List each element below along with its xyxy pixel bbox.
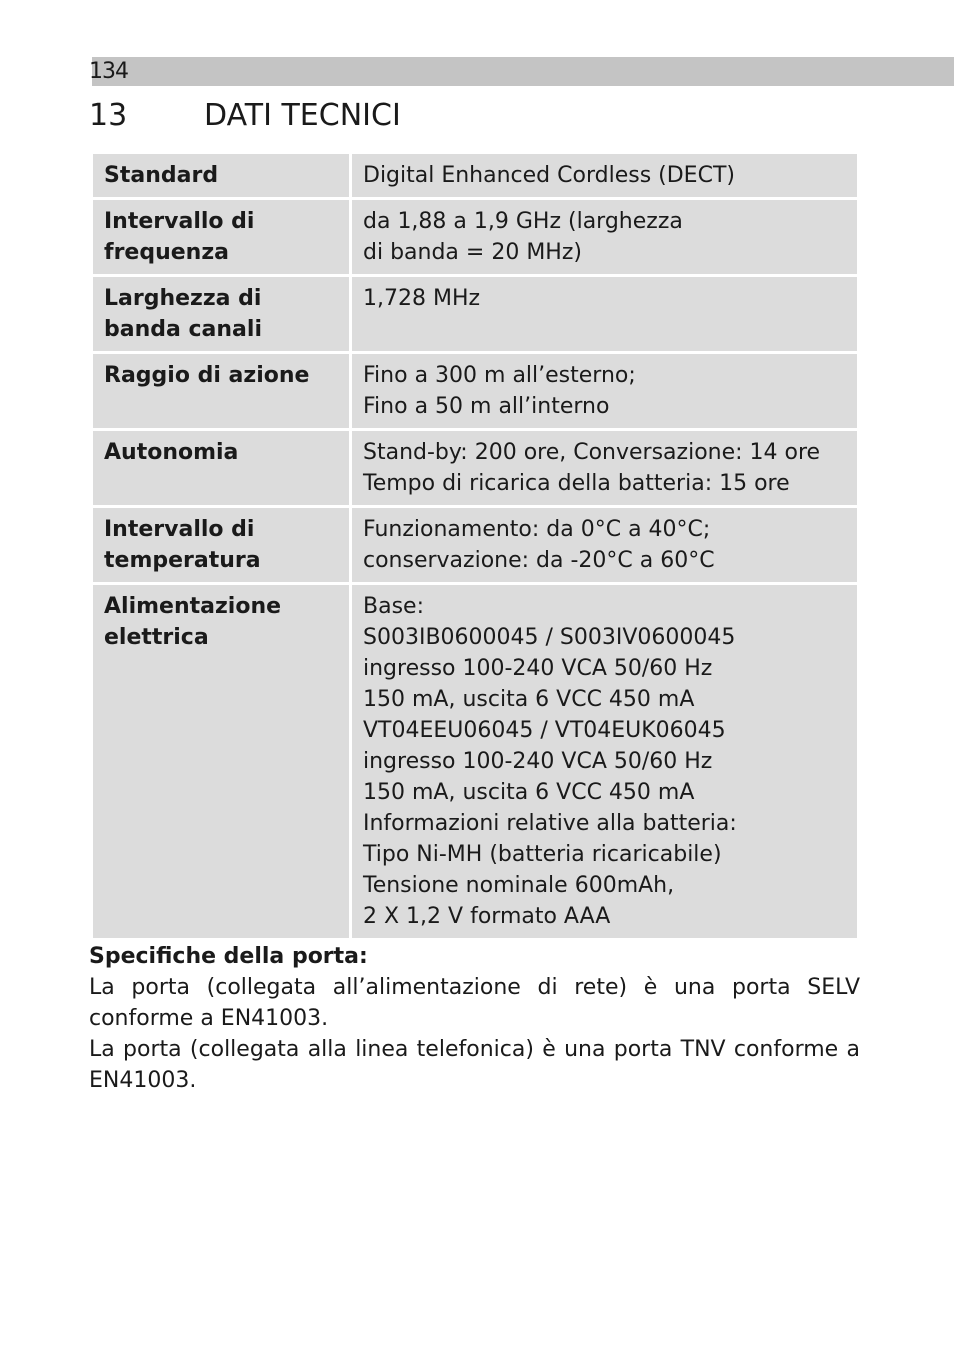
table-row <box>93 508 857 582</box>
spec-value-temperature: Funzionamento: da 0°C a 40°C; conservazione: da -20°C a 60°C <box>352 508 857 582</box>
port-specs-paragraph-mains: La porta (collegata all’alimentazione di rete) è una porta SELV conforme a EN41003. <box>89 975 860 1031</box>
spec-label-power-supply: Alimentazione elettrica <box>93 585 349 938</box>
table-row <box>93 431 857 505</box>
spec-label-range: Raggio di azione <box>93 354 349 428</box>
table-row <box>93 277 857 351</box>
section-title-text: DATI TECNICI <box>204 98 401 133</box>
table-row <box>93 354 857 428</box>
spec-label-channel-bandwidth: Larghezza di banda canali <box>93 277 349 351</box>
port-specs-paragraph-telephone: La porta (collegata alla linea telefonica) è una porta TNV conforme a EN41003. <box>89 1037 860 1093</box>
page-number: 134 <box>89 59 128 84</box>
spec-label-autonomy: Autonomia <box>93 431 349 505</box>
spec-label-standard: Standard <box>93 154 349 197</box>
table-row <box>93 200 857 274</box>
section-title <box>89 96 401 136</box>
spec-value-channel-bandwidth: 1,728 MHz <box>352 277 857 351</box>
spec-value-power-supply: Base: S003IB0600045 / S003IV0600045 ingresso 100-240 VCA 50/60 Hz 150 mA, uscita 6 VCC 450 mA VT04EEU06045 / VT04EUK06045 ingresso 100-240 VCA 50/60 Hz 150 mA, uscita 6 VCC 450 mA Informazioni relative alla batteria: Tipo Ni-MH (batteria ricaricabile) Tensione nominale 600mAh, 2 X 1,2 V formato AAA <box>352 585 857 938</box>
table-row <box>93 154 857 197</box>
port-specs-section <box>89 941 860 1096</box>
port-specs-title: Specifiche della porta: <box>89 944 368 969</box>
table-row <box>93 585 857 938</box>
spec-value-autonomy: Stand-by: 200 ore, Conversazione: 14 ore Tempo di ricarica della batteria: 15 ore <box>352 431 857 505</box>
spec-value-frequency: da 1,88 a 1,9 GHz (larghezza di banda = 20 MHz) <box>352 200 857 274</box>
page-header-bar <box>92 57 954 86</box>
spec-label-temperature: Intervallo di temperatura <box>93 508 349 582</box>
section-number: 13 <box>89 98 128 133</box>
spec-value-standard: Digital Enhanced Cordless (DECT) <box>352 154 857 197</box>
spec-value-range: Fino a 300 m all’esterno; Fino a 50 m all’interno <box>352 354 857 428</box>
specs-table <box>90 151 860 941</box>
spec-label-frequency: Intervallo di frequenza <box>93 200 349 274</box>
